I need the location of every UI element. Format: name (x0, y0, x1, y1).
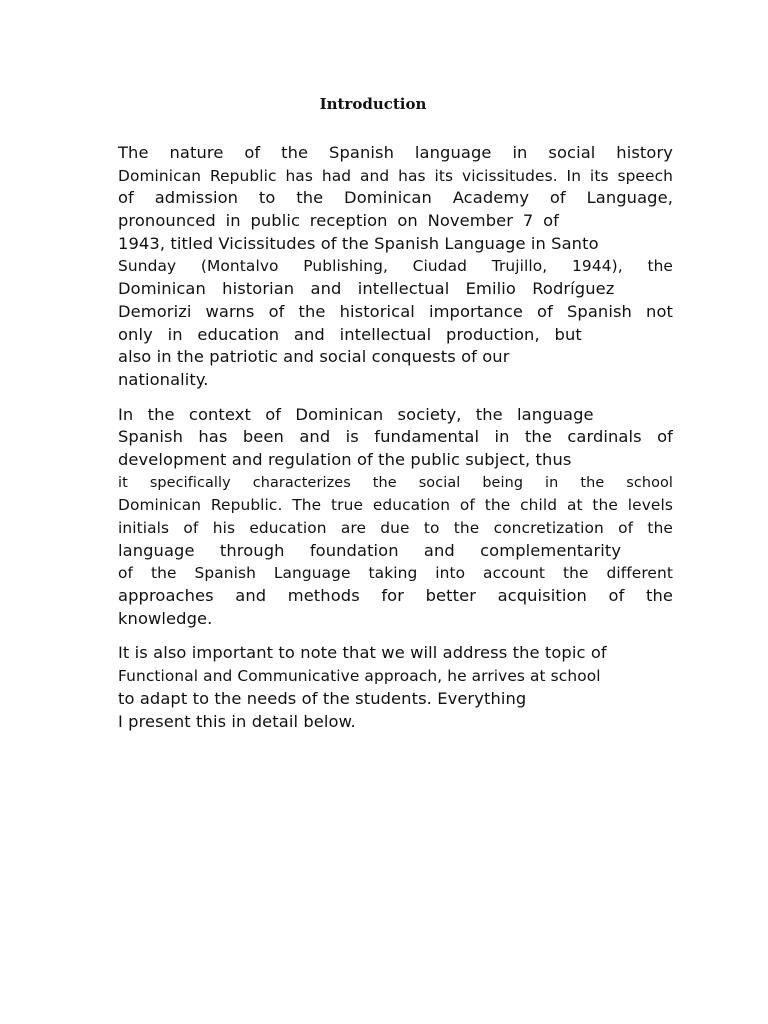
text-line: knowledge. (118, 608, 213, 628)
text-line: pronounced in public reception on November 7 of (118, 211, 559, 231)
paragraph-2 (118, 404, 673, 631)
text-line: it specifically characterizes the social being in the school (118, 474, 673, 491)
text-line: also in the patriotic and social conquests of our (118, 347, 510, 367)
text-line: language through foundation and complementarity (118, 540, 622, 560)
text-line: Functional and Communicative approach, he arrives at school (118, 667, 601, 686)
text-line: initials of his education are due to the concretization of the (118, 519, 673, 537)
text-line: to adapt to the needs of the students. Everything (118, 688, 527, 708)
text-line: of admission to the Dominican Academy of Language, (118, 188, 673, 208)
document-body (118, 142, 673, 733)
text-line: Spanish has been and is fundamental in the cardinals of (118, 427, 673, 447)
text-line: Dominican Republic. The true education of the child at the levels (118, 496, 673, 515)
text-line: It is also important to note that we will address the topic of (118, 643, 607, 663)
page-title: Introduction (319, 95, 427, 113)
text-line: The nature of the Spanish language in social history (118, 143, 673, 162)
text-line: only in education and intellectual production, but (118, 324, 582, 344)
text-line: Dominican historian and intellectual Emilio Rodríguez (118, 279, 615, 299)
paragraph-3 (118, 642, 673, 733)
text-line: I present this in detail below. (118, 711, 356, 731)
text-line: nationality. (118, 369, 209, 389)
text-line: 1943, titled Vicissitudes of the Spanish Language in Santo (118, 233, 599, 253)
text-line: development and regulation of the public subject, thus (118, 449, 572, 469)
text-line: Dominican Republic has had and has its vicissitudes. In its speech (118, 166, 673, 185)
text-line: approaches and methods for better acquisition of the (118, 586, 673, 606)
paragraph-1 (118, 142, 673, 392)
text-line: In the context of Dominican society, the language (118, 404, 594, 424)
text-line: Sunday (Montalvo Publishing, Ciudad Trujillo, 1944), the (118, 257, 673, 276)
text-line: of the Spanish Language taking into account the different (118, 564, 673, 583)
text-line: Demorizi warns of the historical importance of Spanish not (118, 301, 673, 321)
